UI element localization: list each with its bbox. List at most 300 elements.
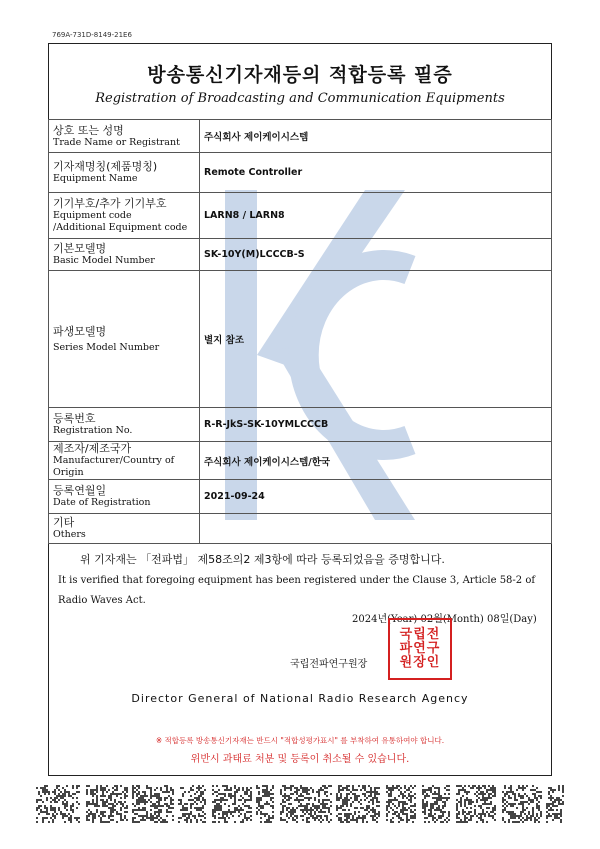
code-pixel — [90, 789, 92, 791]
code-pixel — [86, 785, 88, 787]
code-pixel — [156, 807, 158, 809]
code-pixel — [508, 795, 510, 797]
code-pixel — [150, 809, 152, 811]
code-pixel — [166, 791, 168, 793]
code-pixel — [512, 813, 514, 815]
code-pixel — [346, 813, 348, 815]
code-pixel — [558, 799, 560, 801]
code-pixel — [502, 799, 504, 801]
code-pixel — [562, 803, 564, 805]
code-pixel — [336, 815, 338, 817]
code-pixel — [340, 805, 342, 807]
code-pixel — [340, 817, 342, 819]
code-pixel — [484, 799, 486, 801]
code-pixel — [458, 801, 460, 803]
code-pixel — [204, 803, 206, 805]
code-pixel — [136, 789, 138, 791]
code-pixel — [196, 803, 198, 805]
code-pixel — [300, 805, 302, 807]
code-pixel — [534, 797, 536, 799]
code-pixel — [190, 789, 192, 791]
code-pixel — [118, 813, 120, 815]
code-pixel — [122, 803, 124, 805]
code-pixel — [178, 817, 180, 819]
code-pixel — [324, 815, 326, 817]
code-pixel — [512, 793, 514, 795]
code-pixel — [40, 805, 42, 807]
code-pixel — [108, 797, 110, 799]
code-pixel — [488, 795, 490, 797]
code-pixel — [112, 803, 114, 805]
code-pixel — [438, 799, 440, 801]
code-pixel — [272, 817, 274, 819]
code-pixel — [132, 803, 134, 805]
code-pixel — [510, 817, 512, 819]
code-pixel — [244, 791, 246, 793]
code-pixel — [314, 811, 316, 813]
code-pixel — [386, 819, 388, 821]
code-pixel — [448, 815, 450, 817]
code-pixel — [258, 787, 260, 789]
code-pixel — [102, 799, 104, 801]
code-pixel — [284, 801, 286, 803]
code-pixel — [514, 817, 516, 819]
code-pixel — [286, 809, 288, 811]
code-pixel — [348, 815, 350, 817]
code-pixel — [478, 805, 480, 807]
code-pixel — [202, 821, 204, 823]
code-pixel — [562, 785, 564, 787]
code-pixel — [122, 791, 124, 793]
code-pixel — [474, 813, 476, 815]
code-pixel — [554, 815, 556, 817]
code-pixel — [336, 795, 338, 797]
code-pixel — [522, 821, 524, 823]
code-pixel — [302, 815, 304, 817]
code-pixel — [36, 787, 38, 789]
code-pixel — [112, 819, 114, 821]
code-pixel — [292, 813, 294, 815]
code-pixel — [248, 789, 250, 791]
code-pixel — [224, 819, 226, 821]
code-pixel — [270, 793, 272, 795]
code-pixel — [270, 817, 272, 819]
certification-korean: 위 기자재는 「전파법」 제58조의2 제3항에 따라 등록되었음을 증명합니다. — [80, 553, 445, 566]
code-pixel — [244, 799, 246, 801]
code-pixel — [44, 817, 46, 819]
code-pixel — [290, 813, 292, 815]
code-pixel — [282, 809, 284, 811]
code-pixel — [492, 791, 494, 793]
code-pixel — [402, 793, 404, 795]
code-pixel — [158, 805, 160, 807]
code-pixel — [400, 801, 402, 803]
code-pixel — [60, 797, 62, 799]
code-pixel — [92, 815, 94, 817]
code-pixel — [328, 809, 330, 811]
code-pixel — [404, 809, 406, 811]
code-pixel — [320, 817, 322, 819]
code-pixel — [140, 801, 142, 803]
code-pixel — [386, 807, 388, 809]
code-pixel — [280, 793, 282, 795]
code-pixel — [322, 819, 324, 821]
code-pixel — [340, 819, 342, 821]
code-pixel — [466, 807, 468, 809]
code-pixel — [364, 817, 366, 819]
code-pixel — [536, 791, 538, 793]
code-pixel — [96, 803, 98, 805]
code-pixel — [470, 807, 472, 809]
code-pixel — [66, 801, 68, 803]
code-pixel — [108, 821, 110, 823]
code-pixel — [458, 821, 460, 823]
code-pixel — [448, 789, 450, 791]
code-pixel — [372, 807, 374, 809]
code-pixel — [518, 817, 520, 819]
code-pixel — [172, 789, 174, 791]
code-pixel — [374, 787, 376, 789]
code-pixel — [284, 797, 286, 799]
code-pixel — [86, 819, 88, 821]
code-pixel — [92, 799, 94, 801]
code-pixel — [150, 789, 152, 791]
code-pixel — [362, 819, 364, 821]
code-pixel — [56, 795, 58, 797]
code-pixel — [36, 801, 38, 803]
code-pixel — [462, 811, 464, 813]
code-pixel — [234, 791, 236, 793]
code-pixel — [100, 799, 102, 801]
code-pixel — [244, 813, 246, 815]
row-label: 등록번호 Registration No. — [49, 408, 200, 442]
code-pixel — [414, 815, 416, 817]
code-pixel — [528, 811, 530, 813]
code-pixel — [286, 813, 288, 815]
row-value: R-R-JkS-SK-10YMLCCCB — [200, 408, 552, 442]
code-pixel — [220, 799, 222, 801]
code-pixel — [368, 795, 370, 797]
code-pixel — [234, 785, 236, 787]
code-pixel — [132, 819, 134, 821]
code-pixel — [90, 791, 92, 793]
code-pixel — [366, 791, 368, 793]
title-korean: 방송통신기자재등의 적합등록 필증 — [147, 64, 453, 86]
code-pixel — [214, 805, 216, 807]
code-pixel — [438, 817, 440, 819]
code-pixel — [162, 819, 164, 821]
code-pixel — [224, 817, 226, 819]
code-pixel — [44, 791, 46, 793]
row-label: 상호 또는 성명 Trade Name or Registrant — [49, 120, 200, 153]
code-pixel — [430, 789, 432, 791]
code-pixel — [260, 811, 262, 813]
code-pixel — [124, 807, 126, 809]
code-pixel — [60, 811, 62, 813]
code-pixel — [256, 801, 258, 803]
code-pixel — [192, 785, 194, 787]
code-pixel — [62, 803, 64, 805]
code-pixel — [470, 803, 472, 805]
code-pixel — [522, 803, 524, 805]
code-pixel — [100, 785, 102, 787]
code-pixel — [96, 791, 98, 793]
code-pixel — [312, 791, 314, 793]
code-pixel — [436, 787, 438, 789]
code-pixel — [378, 813, 380, 815]
code-pixel — [514, 813, 516, 815]
code-pixel — [298, 805, 300, 807]
code-pixel — [520, 801, 522, 803]
code-pixel — [244, 793, 246, 795]
code-pixel — [232, 795, 234, 797]
code-pixel — [524, 813, 526, 815]
code-pixel — [242, 797, 244, 799]
code-pixel — [104, 811, 106, 813]
code-pixel — [248, 805, 250, 807]
code-pixel — [422, 791, 424, 793]
code-pixel — [104, 789, 106, 791]
code-pixel — [338, 789, 340, 791]
code-pixel — [110, 795, 112, 797]
code-pixel — [228, 809, 230, 811]
table-row — [49, 408, 552, 442]
code-pixel — [234, 821, 236, 823]
code-pixel — [260, 817, 262, 819]
code-pixel — [250, 811, 252, 813]
code-pixel — [86, 793, 88, 795]
code-pixel — [484, 793, 486, 795]
table-row — [49, 193, 552, 239]
code-pixel — [292, 817, 294, 819]
code-pixel — [292, 807, 294, 809]
code-pixel — [226, 821, 228, 823]
code-pixel — [476, 787, 478, 789]
code-pixel — [270, 805, 272, 807]
code-pixel — [512, 791, 514, 793]
code-pixel — [266, 785, 268, 787]
code-pixel — [436, 793, 438, 795]
code-pixel — [102, 793, 104, 795]
code-pixel — [198, 787, 200, 789]
code-pixel — [288, 803, 290, 805]
code-pixel — [436, 809, 438, 811]
code-pixel — [532, 793, 534, 795]
code-pixel — [104, 795, 106, 797]
code-pixel — [406, 803, 408, 805]
code-pixel — [398, 785, 400, 787]
code-pixel — [310, 797, 312, 799]
code-pixel — [106, 821, 108, 823]
code-pixel — [388, 787, 390, 789]
code-pixel — [460, 789, 462, 791]
code-pixel — [146, 813, 148, 815]
code-pixel — [246, 789, 248, 791]
code-pixel — [342, 809, 344, 811]
code-pixel — [458, 793, 460, 795]
code-pixel — [400, 817, 402, 819]
code-pixel — [140, 819, 142, 821]
code-pixel — [282, 799, 284, 801]
code-pixel — [464, 815, 466, 817]
code-pixel — [54, 793, 56, 795]
code-pixel — [330, 805, 332, 807]
code-pixel — [290, 789, 292, 791]
code-pixel — [344, 819, 346, 821]
code-pixel — [42, 811, 44, 813]
code-pixel — [184, 791, 186, 793]
code-pixel — [138, 815, 140, 817]
code-pixel — [256, 797, 258, 799]
code-pixel — [552, 805, 554, 807]
code-pixel — [116, 785, 118, 787]
code-pixel — [230, 787, 232, 789]
code-pixel — [36, 799, 38, 801]
code-pixel — [46, 791, 48, 793]
code-pixel — [428, 787, 430, 789]
code-pixel — [70, 819, 72, 821]
code-pixel — [86, 803, 88, 805]
code-pixel — [476, 799, 478, 801]
code-pixel — [44, 811, 46, 813]
code-pixel — [460, 819, 462, 821]
code-pixel — [444, 811, 446, 813]
code-pixel — [266, 819, 268, 821]
code-pixel — [132, 817, 134, 819]
code-pixel — [138, 807, 140, 809]
code-pixel — [330, 813, 332, 815]
code-pixel — [170, 797, 172, 799]
code-pixel — [86, 817, 88, 819]
code-pixel — [414, 785, 416, 787]
code-pixel — [466, 793, 468, 795]
code-pixel — [430, 805, 432, 807]
code-pixel — [234, 801, 236, 803]
code-pixel — [236, 807, 238, 809]
code-pixel — [482, 821, 484, 823]
code-pixel — [428, 821, 430, 823]
code-pixel — [120, 819, 122, 821]
code-pixel — [372, 811, 374, 813]
code-pixel — [560, 813, 562, 815]
code-pixel — [142, 817, 144, 819]
code-pixel — [410, 791, 412, 793]
code-pixel — [76, 785, 78, 787]
code-pixel — [502, 819, 504, 821]
code-pixel — [146, 787, 148, 789]
code-pixel — [212, 821, 214, 823]
code-pixel — [468, 799, 470, 801]
code-pixel — [392, 785, 394, 787]
code-pixel — [552, 801, 554, 803]
code-pixel — [132, 791, 134, 793]
code-pixel — [494, 791, 496, 793]
code-pixel — [186, 809, 188, 811]
code-pixel — [232, 815, 234, 817]
code-pixel — [342, 805, 344, 807]
code-pixel — [492, 787, 494, 789]
code-pixel — [92, 789, 94, 791]
code-pixel — [160, 805, 162, 807]
code-pixel — [528, 813, 530, 815]
code-pixel — [216, 803, 218, 805]
code-pixel — [356, 819, 358, 821]
code-pixel — [218, 805, 220, 807]
code-pixel — [372, 791, 374, 793]
code-pixel — [226, 799, 228, 801]
code-pixel — [168, 805, 170, 807]
code-pixel — [404, 807, 406, 809]
code-pixel — [528, 817, 530, 819]
code-pixel — [554, 801, 556, 803]
code-pixel — [264, 803, 266, 805]
code-pixel — [48, 821, 50, 823]
code-pixel — [262, 807, 264, 809]
code-pixel — [480, 807, 482, 809]
code-pixel — [36, 821, 38, 823]
code-pixel — [170, 811, 172, 813]
code-pixel — [180, 809, 182, 811]
code-pixel — [112, 793, 114, 795]
row-label: 제조자/제조국가 Manufacturer/Country of Origin — [49, 442, 200, 480]
code-pixel — [284, 793, 286, 795]
code-pixel — [142, 819, 144, 821]
code-pixel — [492, 811, 494, 813]
code-pixel — [120, 797, 122, 799]
code-pixel — [378, 801, 380, 803]
code-pixel — [386, 791, 388, 793]
code-pixel — [96, 787, 98, 789]
code-pixel — [110, 819, 112, 821]
code-pixel — [372, 817, 374, 819]
code-pixel — [410, 817, 412, 819]
code-pixel — [330, 801, 332, 803]
code-pixel — [132, 809, 134, 811]
code-pixel — [390, 793, 392, 795]
code-pixel — [322, 811, 324, 813]
code-pixel — [86, 789, 88, 791]
code-pixel — [178, 803, 180, 805]
code-pixel — [226, 789, 228, 791]
code-pixel — [550, 815, 552, 817]
code-pixel — [70, 821, 72, 823]
code-pixel — [102, 791, 104, 793]
code-pixel — [486, 791, 488, 793]
code-pixel — [138, 787, 140, 789]
code-pixel — [196, 809, 198, 811]
code-pixel — [170, 803, 172, 805]
code-pixel — [264, 785, 266, 787]
code-pixel — [494, 795, 496, 797]
code-pixel — [540, 813, 542, 815]
code-pixel — [280, 817, 282, 819]
code-pixel — [386, 801, 388, 803]
code-pixel — [212, 789, 214, 791]
code-pixel — [222, 815, 224, 817]
code-pixel — [144, 793, 146, 795]
code-pixel — [138, 791, 140, 793]
table-row — [49, 239, 552, 271]
code-pixel — [284, 805, 286, 807]
code-pixel — [344, 799, 346, 801]
row-value: 주식회사 제이케이시스템 — [200, 120, 552, 153]
code-pixel — [558, 787, 560, 789]
code-pixel — [436, 807, 438, 809]
code-pixel — [368, 791, 370, 793]
code-pixel — [126, 807, 128, 809]
code-pixel — [286, 795, 288, 797]
code-pixel — [110, 803, 112, 805]
